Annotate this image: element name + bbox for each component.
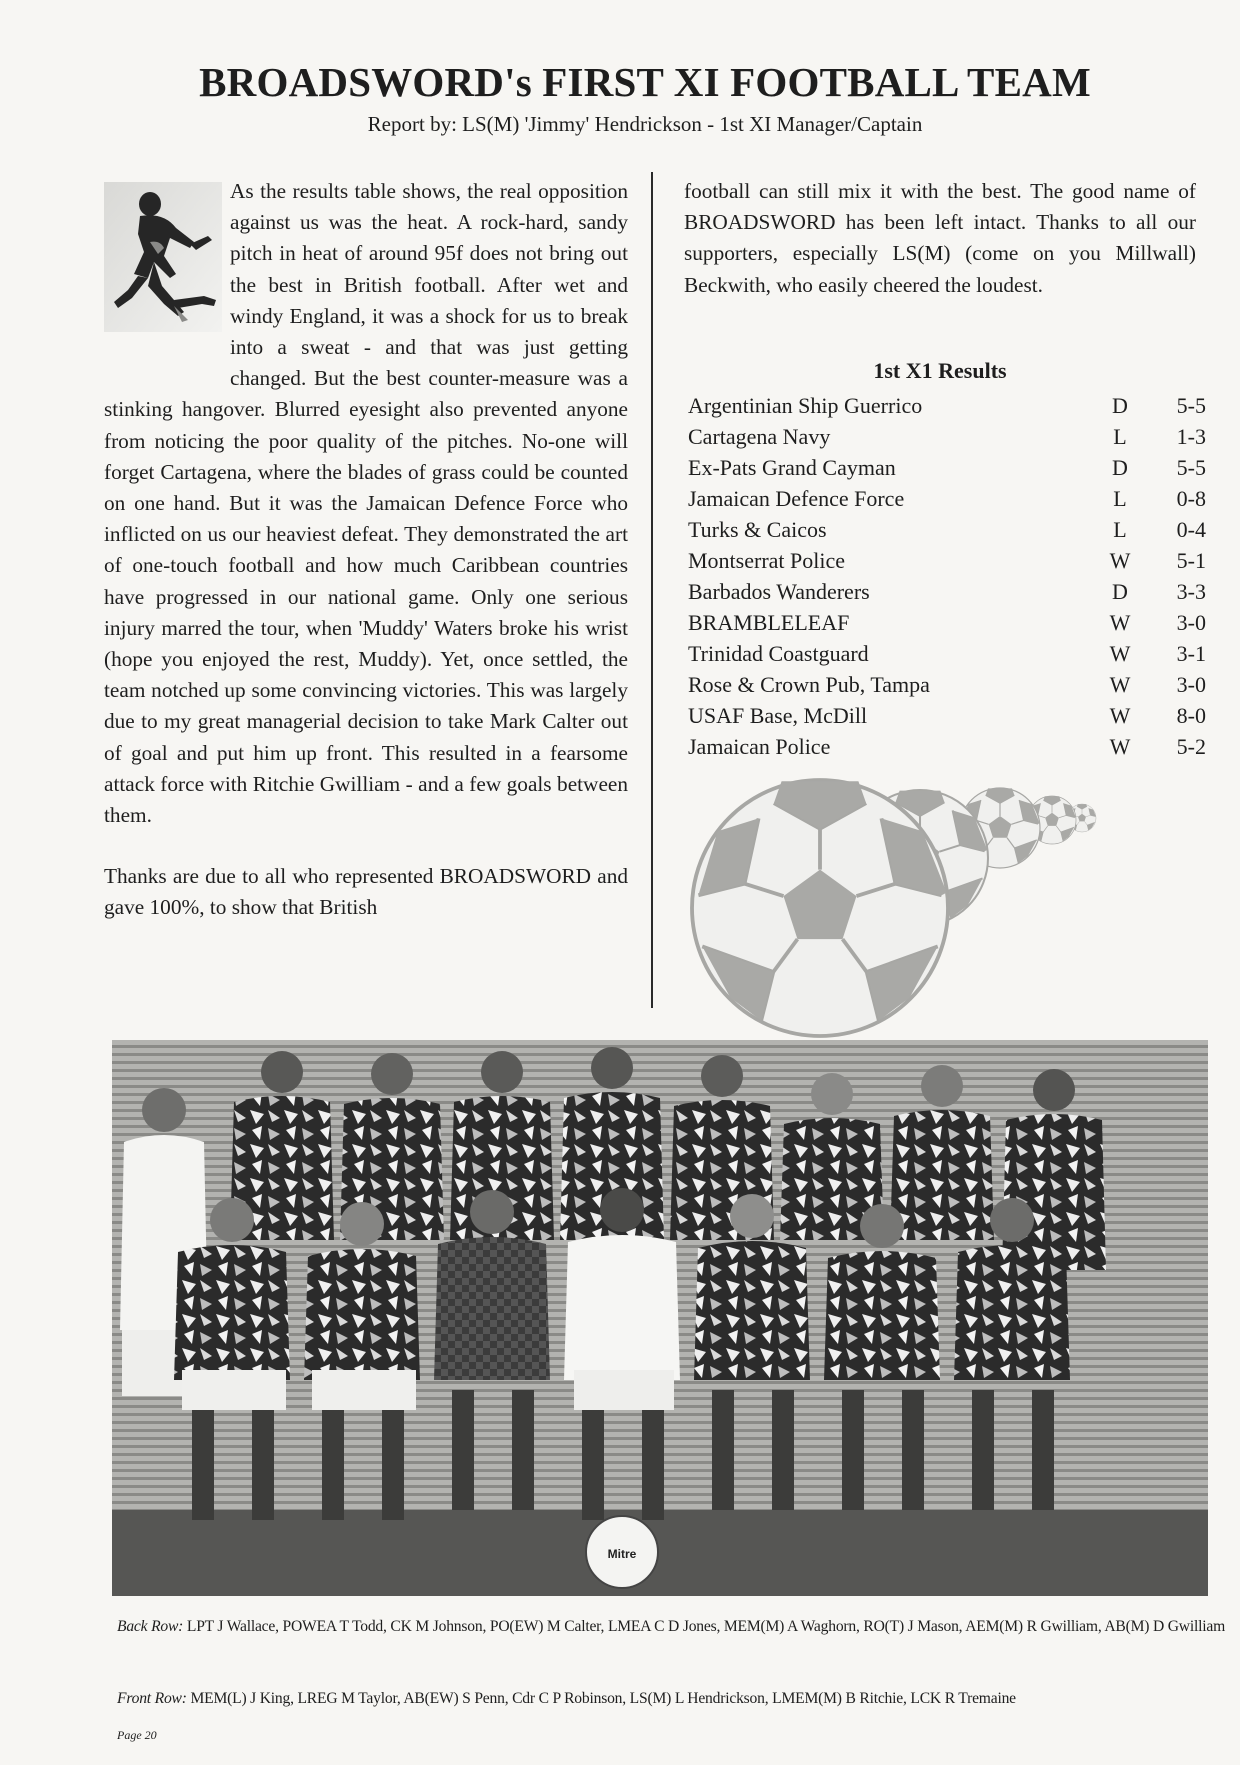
results-score: 0-4 bbox=[1176, 517, 1206, 542]
results-row bbox=[688, 421, 1206, 452]
body-paragraph-1: As the results table shows, the real opposition against us was the heat. A rock-hard, sandy pitch in heat of around 95f does not bring out the best in British football. After wet and windy England, it was a shock for us to break into a sweat - and that was just getting changed. But the best counter-measure was a stinking hangover. Blurred eyesight also prevented anyone from noticing the poor quality of the pitches. No-one will forget Cartagena, where the blades of grass could be counted on one hand. But it was the Jamaican Defence Force who inflicted on us our heaviest defeat. They demonstrated the art of one-touch football and how much Caribbean countries have progressed in our national game. Only one serious injury marred the tour, when 'Muddy' Waters broke his wrist (hope you enjoyed the rest, Muddy). Yet, once settled, the team notched up some convincing victories. This was largely due to my great managerial decision to take Mark Calter out of goal and put him up front. This resulted in a fearsome attack force with Ritchie Gwilliam - and a few goals between them. bbox=[104, 179, 628, 828]
article-byline: Report by: LS(M) 'Jimmy' Hendrickson - 1st XI Manager/Captain bbox=[367, 112, 923, 136]
results-outcome: W bbox=[1109, 672, 1131, 697]
article-title: BROADSWORD's FIRST XI FOOTBALL TEAM bbox=[199, 59, 1091, 105]
results-score: 3-0 bbox=[1176, 610, 1206, 635]
results-outcome: L bbox=[1113, 424, 1127, 449]
results-row bbox=[688, 700, 1206, 731]
right-column bbox=[684, 176, 1196, 301]
results-outcome: L bbox=[1113, 517, 1127, 542]
results-title: 1st X1 Results bbox=[873, 358, 1007, 383]
body-paragraph-2: Thanks are due to all who represented BROADSWORD and gave 100%, to show that British bbox=[104, 864, 628, 920]
front-row-label: Front Row: bbox=[117, 1690, 187, 1707]
results-outcome: W bbox=[1109, 641, 1131, 666]
front-row-names: MEM(L) J King, LREG M Taylor, AB(EW) S Penn, Cdr C P Robinson, LS(M) L Hendrickson, LMEM(M) B Ritchie, LCK R Tremaine bbox=[186, 1690, 1016, 1707]
team-photo bbox=[112, 1040, 1208, 1596]
results-row bbox=[688, 576, 1206, 607]
results-outcome: D bbox=[1112, 393, 1128, 418]
results-table bbox=[688, 390, 1206, 762]
results-row bbox=[688, 731, 1206, 762]
results-outcome: D bbox=[1112, 455, 1128, 480]
results-row bbox=[688, 483, 1206, 514]
back-row-label: Back Row: bbox=[117, 1618, 184, 1635]
results-row bbox=[688, 669, 1206, 700]
results-row bbox=[688, 607, 1206, 638]
results-score: 5-5 bbox=[1176, 393, 1206, 418]
results-score: 5-5 bbox=[1176, 455, 1206, 480]
results-score: 0-8 bbox=[1176, 486, 1206, 511]
results-row bbox=[688, 452, 1206, 483]
results-team: BRAMBLELEAF bbox=[688, 610, 850, 635]
results-team: Jamaican Police bbox=[688, 734, 831, 759]
results-row bbox=[688, 545, 1206, 576]
back-row-names: LPT J Wallace, POWEA T Todd, CK M Johnson, PO(EW) M Calter, LMEA C D Jones, MEM(M) A Waghorn, RO(T) J Mason, AEM(M) R Gwilliam, AB(M) D Gwilliam bbox=[183, 1618, 1226, 1635]
results-outcome: W bbox=[1109, 610, 1131, 635]
body-paragraph-3: football can still mix it with the best. The good name of BROADSWORD has been left intact. Thanks to all our supporters, especially LS(M) (come on you Millwall) Beckwith, who easily cheered the loudest. bbox=[684, 179, 1196, 297]
results-row bbox=[688, 514, 1206, 545]
results-team: Jamaican Defence Force bbox=[688, 486, 905, 511]
results-team: Cartagena Navy bbox=[688, 424, 831, 449]
results-team: Argentinian Ship Guerrico bbox=[688, 393, 923, 418]
results-team: Trinidad Coastguard bbox=[688, 641, 869, 666]
results-outcome: D bbox=[1112, 579, 1128, 604]
results-score: 5-1 bbox=[1176, 548, 1206, 573]
results-score: 5-2 bbox=[1176, 734, 1206, 759]
results-score: 3-0 bbox=[1176, 672, 1206, 697]
results-score: 3-3 bbox=[1176, 579, 1206, 604]
back-row-caption bbox=[117, 1614, 1227, 1639]
results-outcome: L bbox=[1113, 486, 1127, 511]
results-score: 1-3 bbox=[1176, 424, 1206, 449]
results-team: Ex-Pats Grand Cayman bbox=[688, 455, 896, 480]
athlete-photo bbox=[104, 182, 222, 332]
results-team: Montserrat Police bbox=[688, 548, 846, 573]
results-team: USAF Base, McDill bbox=[688, 703, 868, 728]
results-team: Rose & Crown Pub, Tampa bbox=[688, 672, 930, 697]
results-score: 3-1 bbox=[1176, 641, 1206, 666]
page-number: Page 20 bbox=[117, 1728, 157, 1742]
results-row bbox=[688, 638, 1206, 669]
results-outcome: W bbox=[1109, 734, 1131, 759]
ball-brand-label: Mitre bbox=[607, 1547, 637, 1561]
front-row-caption bbox=[117, 1686, 1227, 1711]
results-team: Barbados Wanderers bbox=[688, 579, 870, 604]
results-outcome: W bbox=[1109, 548, 1131, 573]
column-divider bbox=[651, 172, 653, 1008]
footballs-graphic bbox=[690, 768, 1190, 1058]
results-score: 8-0 bbox=[1176, 703, 1206, 728]
results-team: Turks & Caicos bbox=[688, 517, 827, 542]
results-row bbox=[688, 390, 1206, 421]
results-outcome: W bbox=[1109, 703, 1131, 728]
